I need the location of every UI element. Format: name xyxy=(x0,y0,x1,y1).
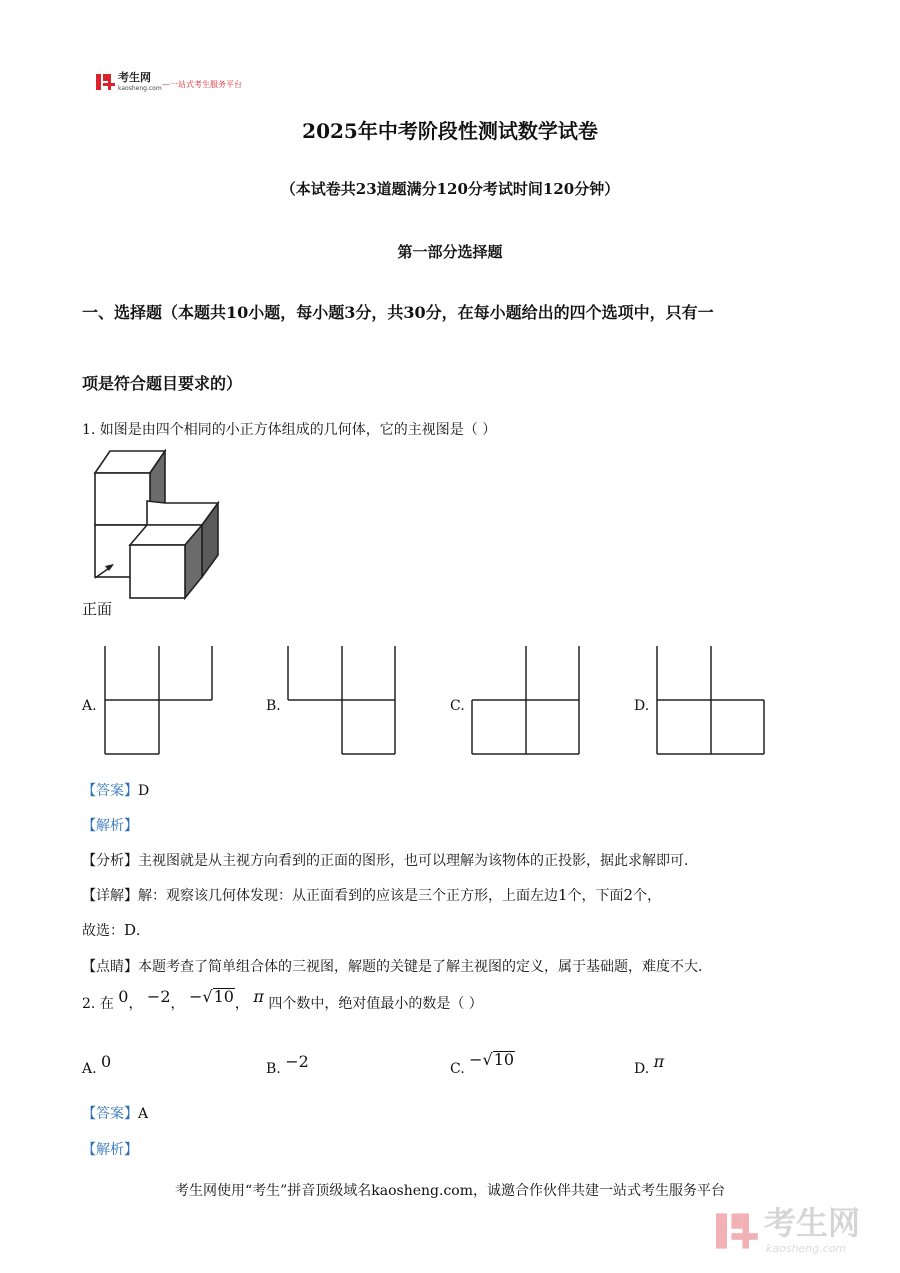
q1-option-d-figure[interactable] xyxy=(656,646,766,756)
q1-option-b-figure[interactable] xyxy=(287,646,397,756)
q2-option-a-label: A. xyxy=(82,1061,97,1077)
q1-option-a-figure[interactable] xyxy=(104,646,214,756)
q1-guxuan xyxy=(82,920,150,940)
q1-answer-tag: 【答案】 xyxy=(82,783,138,799)
q2-option-c[interactable] xyxy=(450,1050,515,1077)
q1-xiangjie xyxy=(82,885,661,905)
section-heading-line1: 一、选择题（本题共10小题，每小题3分，共30分，在每小题给出的四个选项中，只有一 xyxy=(82,303,714,322)
q2-value-0: 0 xyxy=(118,987,129,1006)
q2-value-neg-sqrt10: −√10 xyxy=(188,987,234,1006)
q1-option-b-label: B. xyxy=(266,698,281,714)
q1-guxuan-text: 故选： xyxy=(82,923,124,939)
page-subtitle: （本试卷共23道题满分120分考试时间120分钟） xyxy=(280,180,620,198)
section-heading-line2: 项是符合题目要求的） xyxy=(82,374,243,393)
q1-guxuan-end: ． xyxy=(136,923,151,939)
logo-name: 考生网 xyxy=(118,71,151,84)
q1-stem: 1. 如图是由四个相同的小正方体组成的几何体，它的主视图是（ ） xyxy=(82,422,497,438)
q2-option-b-label: B. xyxy=(266,1061,281,1077)
watermark-domain: kaosheng.com xyxy=(766,1242,847,1255)
q2-option-d-value: π xyxy=(653,1052,665,1071)
q2-option-d[interactable] xyxy=(634,1052,665,1077)
logo-slogan-text: 一站式考生服务平台 xyxy=(170,80,242,89)
q1-xiangjie-end: 个， xyxy=(633,888,662,904)
kaosheng-logo-icon xyxy=(96,72,116,92)
q1-dianjing xyxy=(82,956,712,976)
q1-dianjing-text: 本题考查了简单组合体的三视图，解题的关键是了解主视图的定义，属于基础题，难度不大． xyxy=(138,959,712,975)
q1-analysis-tag: 【解析】 xyxy=(82,818,138,834)
q2-stem xyxy=(82,987,483,1013)
q1-xiangjie-tag: 【详解】 xyxy=(82,888,138,904)
q2-analysis-tag: 【解析】 xyxy=(82,1142,138,1158)
logo-domain: kaosheng.com xyxy=(118,85,162,92)
part-title: 第一部分选择题 xyxy=(397,243,503,261)
q2-answer-value: A xyxy=(138,1106,149,1122)
q2-option-d-label: D. xyxy=(634,1061,650,1077)
q2-pre: 在 xyxy=(99,996,114,1012)
q2-sep-1: ， xyxy=(128,996,143,1012)
q1-fenxi xyxy=(82,850,698,870)
q1-answer-value: D xyxy=(138,783,150,799)
q2-option-c-sign: − xyxy=(469,1050,483,1069)
logo-slogan: —一站式考生服务平台 xyxy=(162,80,242,89)
q1-option-a-label: A. xyxy=(82,698,97,714)
q2-answer xyxy=(82,1103,148,1123)
q1-xiangjie-mid: 个，下面 xyxy=(567,888,624,904)
q2-value-pi: π xyxy=(253,987,264,1006)
q1-xiangjie-n1: 1 xyxy=(558,886,568,904)
q2-value-neg2: −2 xyxy=(146,987,171,1006)
q1-dianjing-tag: 【点睛】 xyxy=(82,959,138,975)
q2-v2-sign: − xyxy=(188,987,203,1006)
q2-option-a-value: 0 xyxy=(101,1052,112,1071)
q2-option-b-value: −2 xyxy=(285,1052,309,1071)
watermark xyxy=(716,1205,881,1257)
q2-option-b[interactable] xyxy=(266,1052,309,1077)
q1-guxuan-ans: D xyxy=(124,921,137,939)
q2-option-c-value: −√10 xyxy=(469,1050,515,1069)
q2-option-a[interactable] xyxy=(82,1052,112,1077)
watermark-logo-icon xyxy=(716,1207,760,1255)
q1-xiangjie-text: 解：观察该几何体发现：从正面看到的应该是三个正方形，上面左边 xyxy=(138,888,558,904)
q1-front-label: 正面 xyxy=(82,600,113,618)
page-title: 2025年中考阶段性测试数学试卷 xyxy=(302,119,598,143)
q1-fenxi-text: 主视图就是从主视方向看到的正面的图形，也可以理解为该物体的正投影，据此求解即可． xyxy=(138,853,698,869)
q1-option-d-label: D. xyxy=(634,698,650,714)
q2-sep-3: ， xyxy=(234,996,249,1012)
q2-option-c-radicand: 10 xyxy=(493,1050,515,1069)
q1-option-c-label: C. xyxy=(450,698,465,714)
q2-sep-2: ， xyxy=(170,996,185,1012)
q1-fenxi-tag: 【分析】 xyxy=(82,853,138,869)
q1-answer xyxy=(82,780,149,800)
q1-cube-figure xyxy=(90,448,230,603)
q2-option-c-label: C. xyxy=(450,1061,465,1077)
page-footer: 考生网使用“考生”拼音顶级域名kaosheng.com，诚邀合作伙伴共建一站式考生服务平台 xyxy=(174,1183,726,1199)
watermark-name: 考生网 xyxy=(764,1204,861,1242)
q1-option-c-figure[interactable] xyxy=(471,646,581,756)
q2-v2-radicand: 10 xyxy=(213,987,234,1006)
q1-xiangjie-n2: 2 xyxy=(623,886,634,904)
q2-post: 四个数中，绝对值最小的数是（ ） xyxy=(268,996,483,1012)
q2-answer-tag: 【答案】 xyxy=(82,1106,138,1122)
q2-num: 2. xyxy=(82,996,96,1012)
